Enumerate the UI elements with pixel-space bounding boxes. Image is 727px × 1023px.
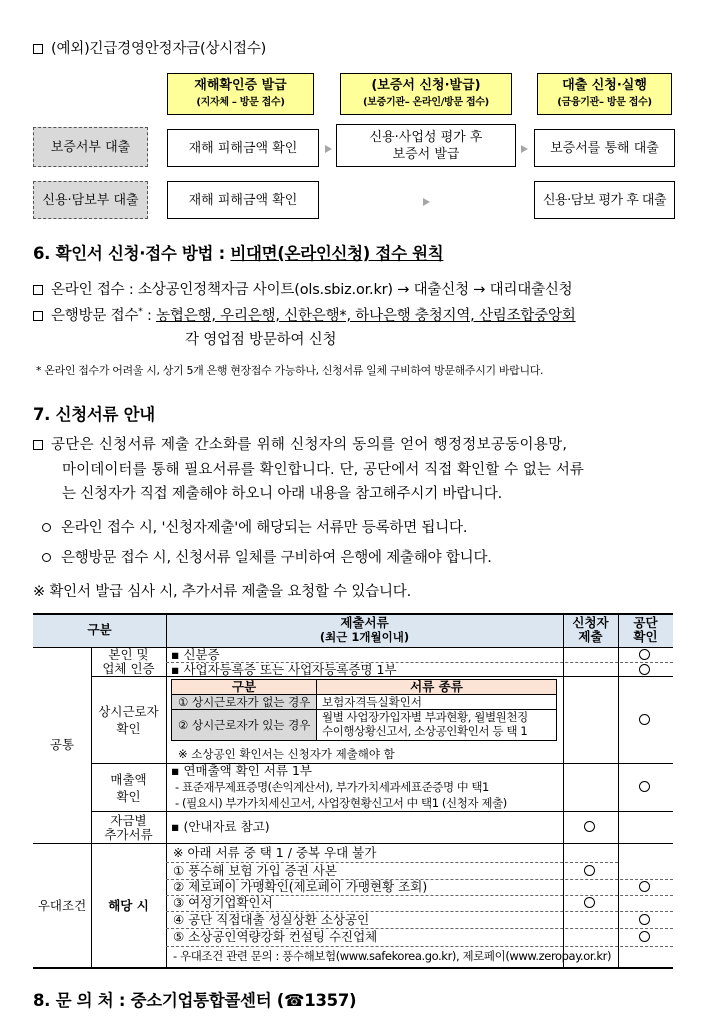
section6-heading (33, 240, 443, 264)
r2-note: ※ 소상공인 확인서는 신청자가 제출해야 함 (178, 747, 395, 761)
r1-doc2: ▪ 사업자등록증 또는 사업자등록증명 1부 (171, 662, 397, 677)
pref-note: ※ 아래 서류 중 택 1 / 중복 우대 불가 (173, 845, 377, 860)
circle-mark-icon (639, 931, 650, 942)
flow-row1-step1: 재해 피해금액 확인 (167, 129, 319, 167)
th-agency-1: 공단 (633, 615, 658, 630)
table-top-border (33, 613, 673, 615)
circle-mark-icon (584, 821, 595, 832)
inner-r1-doc: 보험자격득실확인서 (317, 695, 556, 710)
th-agency (618, 613, 673, 647)
section6-heading-emph: 비대면(온라인신청) 접수 원칙 (230, 244, 444, 263)
section6-online (33, 278, 573, 299)
pref-5-agency-mark (639, 931, 650, 945)
common-label: 공통 (49, 737, 75, 752)
section7-bullet-2-text: 은행방문 접수 시, 신청서류 일체를 구비하여 은행에 제출해야 합니다. (61, 550, 492, 566)
pref-inquiry: - 우대조건 관련 문의 : 풍수해보험(www.safekorea.go.kr), 제로페이(www.zeropay.or.kr) (173, 949, 612, 963)
pref-4-agency-mark (639, 914, 650, 928)
arrow-icon (423, 198, 430, 206)
section7-bullet-2 (42, 546, 492, 567)
flow-row1-label: 보증서부 대출 (33, 127, 148, 167)
table-vline (166, 613, 167, 968)
r1-label-1: 본인 및 (108, 647, 149, 662)
th-docs-title: 제출서류 (340, 615, 389, 630)
intro-line (33, 37, 266, 58)
table-vline (563, 613, 564, 968)
inner-r1-category: ① 상시근로자가 없는 경우 (172, 695, 317, 710)
r3-label (91, 764, 166, 811)
th-applicant-2: 제출 (578, 629, 603, 644)
table-dashed-line (166, 946, 673, 947)
section6-bank-colon: : (142, 308, 157, 324)
r2-agency-mark (639, 714, 650, 728)
flow-header-3-title: 대출 신청·실행 (562, 78, 647, 93)
circle-mark-icon (584, 865, 595, 876)
checkbox-square-icon (33, 311, 43, 321)
flow-header-1-sub: (지자체 – 방문 접수) (196, 97, 285, 108)
flow-row2-step3: 신용·담보 평가 후 대출 (534, 181, 675, 219)
table-bottom-border (33, 967, 673, 969)
r2-label (91, 677, 166, 763)
r4-label-1: 자금별 (110, 812, 147, 828)
section7-bullet-1-text: 온라인 접수 시, '신청자제출'에 해당되는 서류만 등록하면 됩니다. (61, 520, 468, 536)
section7-bullet-1 (42, 516, 467, 537)
intro-label: (예외)긴급경영안정자금(상시접수) (51, 41, 267, 57)
flow-row1-step2-line1: 신용·사업성 평가 후 (369, 129, 483, 145)
r3-line1: ▪ 연매출액 확인 서류 1부 (171, 763, 312, 778)
flow-header-1 (167, 73, 314, 115)
inner-r2-doc-2: 수이행상황신고서, 소상공인확인서 등 택 1 (322, 724, 528, 738)
pref-item-5: ⑤ 소상공인역량강화 컨설팅 수진업체 (173, 929, 378, 944)
section7-para-line1 (33, 433, 567, 454)
circle-mark-icon (639, 881, 650, 892)
r4-label-2: 추가서류 (104, 826, 153, 842)
pref-3-applicant-mark (584, 897, 595, 911)
section6-heading-prefix: 6. 확인서 신청·접수 방법 : (33, 244, 231, 263)
circle-mark-icon (639, 664, 650, 675)
th-docs (166, 613, 563, 647)
documents-table (33, 613, 673, 968)
bullet-circle-icon (42, 523, 51, 532)
inner-r2-doc-1: 월별 사업장가입자별 부과현황, 월별원천징 (322, 710, 528, 724)
section7-para-1: 공단은 신청서류 제출 간소화를 위해 신청자의 동의를 얻어 행정정보공동이용망, (51, 437, 568, 453)
pref-label: 우대조건 (37, 897, 87, 913)
inner-th-docs: 서류 종류 (317, 680, 556, 695)
th-docs-sub: (최근 1개월이내) (319, 630, 410, 644)
section6-bank-mark: * (138, 307, 143, 318)
circle-mark-icon (584, 897, 595, 908)
inner-th-category: 구분 (172, 680, 317, 695)
inner-r2-category: ② 상시근로자가 있는 경우 (172, 710, 317, 740)
pref-item-4: ④ 공단 직접대출 성실상환 소상공인 (173, 912, 370, 927)
section6-bank-prefix: 은행방문 접수 (51, 308, 139, 324)
r3-label-2: 확인 (116, 788, 141, 804)
th-agency-2: 확인 (633, 629, 658, 644)
flow-row1-step2-line2: 보증서 발급 (392, 146, 460, 162)
checkbox-square-icon (33, 285, 43, 295)
r1-agency-mark (639, 649, 650, 663)
r2-label-2: 확인 (116, 721, 141, 736)
section7-heading: 7. 신청서류 안내 (33, 405, 155, 424)
r4-doc: ▪ (안내자료 참고) (171, 819, 270, 834)
r4-label (91, 812, 166, 843)
arrow-icon (325, 145, 332, 153)
section6-bank-list: 농협은행, 우리은행, 신한은행*, 하나은행 충청지역, 산림조합중앙회 (156, 308, 576, 324)
th-applicant (563, 613, 618, 647)
checkbox-square-icon (33, 44, 43, 54)
r3-line2: - 표준재무제표증명(손익계산서), 부가가치세과세표준증명 中 택1 (175, 780, 489, 794)
r3-label-1: 매출액 (110, 771, 147, 787)
bullet-circle-icon (42, 553, 51, 562)
pref-1-applicant-mark (584, 865, 595, 879)
arrow-icon (521, 145, 528, 153)
section7-para-3: 는 신청자가 직접 제출해야 하오니 아래 내용을 참고해주시기 바랍니다. (62, 486, 503, 502)
flow-header-3 (537, 73, 672, 115)
pref-item-3: ③ 여성기업확인서 (173, 895, 273, 910)
flow-row1-step3: 보증서를 통해 대출 (534, 129, 675, 167)
pref-item-2: ② 제로페이 가맹확인(제로페이 가맹현황 조회) (173, 879, 428, 894)
th-category: 구분 (33, 613, 166, 647)
inner-table (171, 679, 557, 741)
section6-online-text: 온라인 접수 : 소상공인정책자금 사이트(ols.sbiz.or.kr) → 대출신청 → 대리대출신청 (51, 282, 573, 298)
pref-2-agency-mark (639, 881, 650, 895)
flow-header-1-title: 재해확인증 발급 (194, 78, 287, 93)
flow-row2-label: 신용·담보부 대출 (33, 181, 148, 219)
pref-sub-label: 해당 시 (108, 897, 149, 913)
flow-header-2-title: (보증서 신청·발급) (371, 78, 481, 93)
circle-mark-icon (639, 914, 650, 925)
flow-row2-step1: 재해 피해금액 확인 (167, 181, 319, 219)
r1-doc1: ▪ 신분증 (171, 647, 220, 662)
th-applicant-1: 신청자 (572, 615, 609, 630)
flow-header-3-sub: (금융기관– 방문 접수) (557, 97, 652, 108)
section7-note: ※ 확인서 발급 심사 시, 추가서류 제출을 요청할 수 있습니다. (33, 584, 412, 600)
r1-label (91, 648, 166, 676)
circle-mark-icon (639, 649, 650, 660)
r2-label-1: 상시근로자 (98, 704, 159, 719)
r1-agency-mark (639, 664, 650, 678)
table-row-border (91, 811, 673, 812)
r4-applicant-mark (584, 821, 595, 835)
r3-line3: - (필요시) 부가가치세신고서, 사업장현황신고서 中 택1 (신청자 제출) (175, 796, 507, 810)
section8-heading: 8. 문 의 처 : 중소기업통합콜센터 (☎1357) (33, 991, 357, 1010)
flow-row1-step2 (336, 124, 516, 167)
section6-note: * 온라인 접수가 어려울 시, 상기 5개 은행 현장접수 가능하나, 신청서류 일체 구비하여 방문해주시기 바랍니다. (36, 364, 544, 377)
inner-r2-doc (317, 710, 556, 740)
r1-label-2: 업체 인증 (102, 661, 155, 676)
r3-agency-mark (639, 781, 650, 795)
checkbox-square-icon (33, 440, 43, 450)
flow-header-2-sub: (보증기관– 온라인/방문 접수) (363, 97, 489, 108)
section6-bank (33, 304, 576, 325)
circle-mark-icon (639, 781, 650, 792)
circle-mark-icon (639, 714, 650, 725)
pref-item-1: ① 풍수해 보험 가입 증권 사본 (173, 863, 337, 878)
table-vline (618, 613, 619, 968)
flow-header-2 (340, 73, 512, 115)
section7-para-2: 마이데이터를 통해 필요서류를 확인합니다. 단, 공단에서 직접 확인할 수 없는 서류 (62, 462, 585, 478)
section6-bank-line2: 각 영업점 방문하여 신청 (185, 332, 337, 348)
